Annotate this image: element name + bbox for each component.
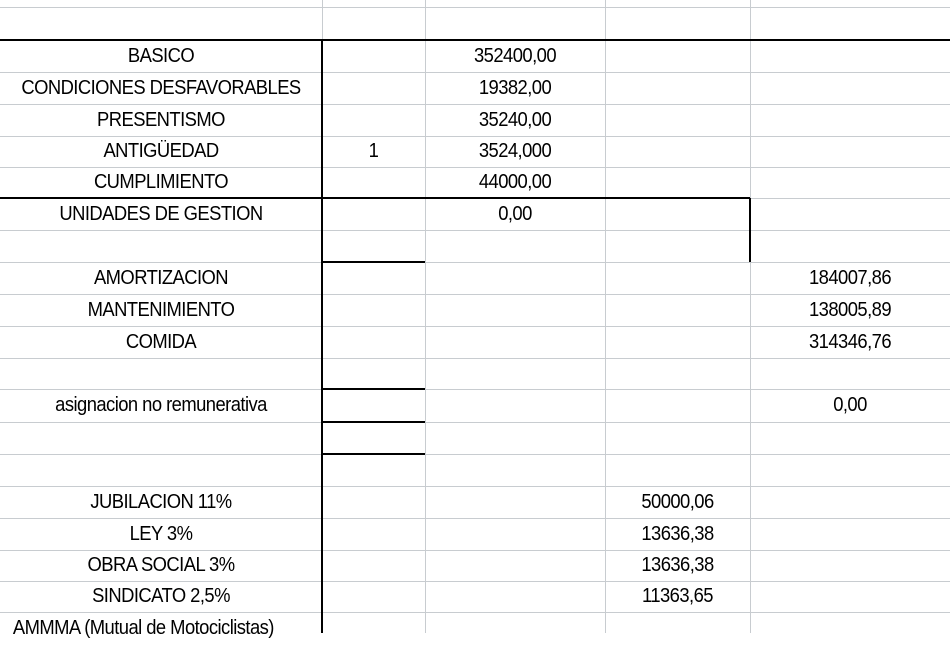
cell-non_remunerative[interactable] [758,454,942,486]
cell-deductions[interactable]: 50000,06 [641,490,714,513]
cell-quantity[interactable] [326,40,421,72]
cell-label[interactable] [13,0,309,7]
cell-deductions[interactable] [611,612,744,645]
cell-non_remunerative[interactable] [758,167,942,198]
cell-non_remunerative[interactable] [758,358,942,389]
cell-non_remunerative[interactable] [758,7,942,40]
cell-remunerative[interactable] [432,454,598,486]
cell-remunerative[interactable] [432,7,598,40]
cell-deductions[interactable] [611,262,744,294]
cell-non_remunerative[interactable] [758,581,942,612]
cell-label[interactable] [13,422,309,454]
cell-deductions[interactable]: 13636,38 [641,554,714,576]
cell-label[interactable] [13,454,309,486]
cell-non_remunerative[interactable]: 184007,86 [808,266,892,289]
cell-label[interactable]: OBRA SOCIAL 3% [87,554,235,576]
cell-remunerative[interactable]: 352400,00 [473,44,557,67]
cell-remunerative[interactable]: 0,00 [498,202,532,225]
cell-deductions[interactable] [611,422,744,454]
cell-label[interactable] [13,230,309,262]
cell-label[interactable] [13,358,309,389]
cell-remunerative[interactable] [432,326,598,358]
cell-label[interactable]: COMIDA [125,330,197,353]
cell-quantity[interactable] [326,358,421,389]
cell-remunerative[interactable] [432,0,598,7]
cell-label[interactable]: PRESENTISMO [97,108,225,131]
cell-label[interactable]: UNIDADES DE GESTION [59,202,263,225]
cell-deductions[interactable] [611,198,744,230]
cell-label[interactable]: AMMMA (Mutual de Motociclistas) [12,617,274,639]
cell-quantity[interactable] [326,294,421,326]
cell-non_remunerative[interactable] [758,486,942,518]
cell-deductions[interactable] [611,230,744,262]
cell-label[interactable]: MANTENIMIENTO [87,298,235,321]
cell-label[interactable]: BASICO [127,44,195,67]
cell-quantity[interactable] [326,581,421,612]
gridline-col [750,0,751,633]
cell-quantity[interactable] [326,72,421,104]
cell-label[interactable]: ANTIGÜEDAD [103,140,219,162]
cell-remunerative[interactable] [432,422,598,454]
cell-deductions[interactable]: 11363,65 [642,585,713,607]
cell-non_remunerative[interactable] [758,518,942,550]
cell-remunerative[interactable] [432,389,598,422]
cell-deductions[interactable] [611,0,744,7]
cell-quantity[interactable] [326,262,421,294]
cell-deductions[interactable] [611,454,744,486]
cell-deductions[interactable] [611,136,744,167]
cell-quantity[interactable] [326,167,421,198]
cell-deductions[interactable] [611,40,744,72]
cell-quantity[interactable] [326,198,421,230]
cell-non_remunerative[interactable] [758,422,942,454]
cell-quantity[interactable] [326,230,421,262]
cell-quantity[interactable] [326,550,421,581]
cell-remunerative[interactable]: 3524,000 [478,140,552,162]
cell-border [321,40,323,633]
cell-remunerative[interactable]: 19382,00 [478,76,552,99]
cell-non_remunerative[interactable] [758,72,942,104]
cell-non_remunerative[interactable] [758,40,942,72]
cell-non_remunerative[interactable]: 314346,76 [808,330,892,353]
cell-deductions[interactable] [611,358,744,389]
cell-non_remunerative[interactable] [758,136,942,167]
cell-non_remunerative[interactable] [758,0,942,7]
cell-remunerative[interactable] [432,358,598,389]
cell-label[interactable]: SINDICATO 2,5% [92,585,230,607]
cell-non_remunerative[interactable]: 138005,89 [808,298,892,321]
cell-remunerative[interactable]: 44000,00 [478,171,552,193]
cell-label[interactable]: JUBILACION 11% [90,490,232,513]
cell-remunerative[interactable]: 35240,00 [478,108,552,131]
gridline-col [425,0,426,633]
cell-remunerative[interactable] [432,612,598,645]
cell-non_remunerative[interactable] [758,612,942,645]
cell-label[interactable]: CONDICIONES DESFAVORABLES [21,76,301,99]
cell-deductions[interactable] [611,326,744,358]
cell-remunerative[interactable] [432,486,598,518]
cell-non_remunerative[interactable] [758,104,942,136]
cell-label[interactable]: asignacion no remunerativa [55,394,267,416]
cell-label[interactable]: CUMPLIMIENTO [93,171,229,193]
cell-quantity[interactable] [326,326,421,358]
cell-border [749,198,751,262]
cell-deductions[interactable] [611,294,744,326]
cell-deductions[interactable] [611,72,744,104]
cell-non_remunerative[interactable] [758,198,942,230]
cell-deductions[interactable] [611,389,744,422]
cell-quantity[interactable] [326,0,421,7]
cell-remunerative[interactable] [432,581,598,612]
cell-quantity[interactable] [326,104,421,136]
cell-quantity[interactable] [326,422,421,454]
cell-remunerative[interactable] [432,550,598,581]
cell-remunerative[interactable] [432,230,598,262]
cell-quantity[interactable]: 1 [368,140,379,162]
cell-quantity[interactable] [326,486,421,518]
cell-quantity[interactable] [326,7,421,40]
cell-quantity[interactable] [326,518,421,550]
cell-deductions[interactable] [611,104,744,136]
cell-quantity[interactable] [326,454,421,486]
cell-non_remunerative[interactable] [758,550,942,581]
cell-remunerative[interactable] [432,294,598,326]
cell-deductions[interactable] [611,7,744,40]
gridline-col [605,0,606,633]
cell-deductions[interactable]: 13636,38 [641,522,714,545]
cell-non_remunerative[interactable] [758,230,942,262]
cell-label[interactable] [13,7,309,40]
cell-remunerative[interactable] [432,262,598,294]
cell-label[interactable]: AMORTIZACION [93,266,229,289]
cell-deductions[interactable] [611,167,744,198]
cell-remunerative[interactable] [432,518,598,550]
cell-non_remunerative[interactable]: 0,00 [833,394,867,416]
cell-label[interactable]: LEY 3% [129,522,193,545]
cell-quantity[interactable] [326,612,421,645]
cell-quantity[interactable] [326,389,421,422]
